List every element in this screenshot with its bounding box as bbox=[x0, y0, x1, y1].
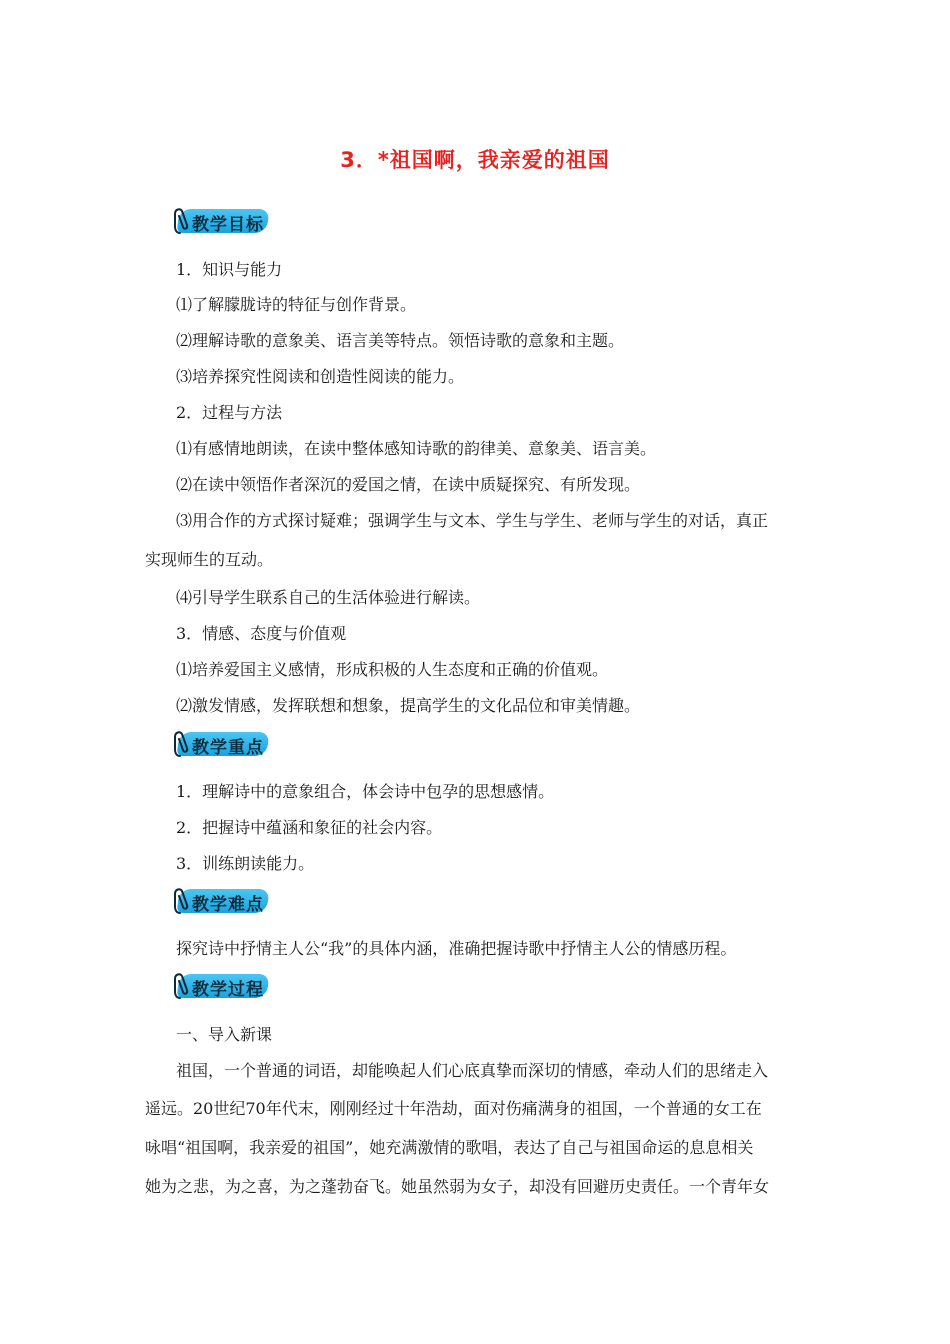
paperclip-icon bbox=[172, 729, 194, 759]
process-paragraph-line: 祖国，一个普通的词语，却能唤起人们心底真挚而深切的情感，牵动人们的思绪走入 bbox=[176, 1061, 769, 1080]
focus-item: 2．把握诗中蕴涵和象征的社会内容。 bbox=[176, 818, 443, 837]
goal-item: ⑴培养爱国主义感情，形成积极的人生态度和正确的价值观。 bbox=[176, 660, 609, 679]
page-title: 3．*祖国啊，我亲爱的祖国 bbox=[340, 148, 610, 172]
goal-item: ⑵理解诗歌的意象美、语言美等特点。领悟诗歌的意象和主题。 bbox=[176, 331, 625, 350]
goal-item-continued: 实现师生的互动。 bbox=[145, 550, 274, 569]
section-tag-difficulty bbox=[172, 886, 272, 916]
section-tag-label: 教学难点 bbox=[192, 895, 264, 915]
paperclip-icon bbox=[172, 206, 194, 236]
goal-heading-3: 3．情感、态度与价值观 bbox=[176, 624, 347, 643]
goal-item: ⑷引导学生联系自己的生活体验进行解读。 bbox=[176, 588, 481, 607]
goal-item: ⑵在读中领悟作者深沉的爱国之情，在读中质疑探究、有所发现。 bbox=[176, 475, 641, 494]
goal-item: ⑶用合作的方式探讨疑难；强调学生与文本、学生与学生、老师与学生的对话，真正 bbox=[176, 511, 769, 530]
process-paragraph-line: 咏唱“祖国啊，我亲爱的祖国”，她充满激情的歌唱，表达了自己与祖国命运的息息相关 bbox=[145, 1138, 754, 1157]
paperclip-icon bbox=[172, 886, 194, 916]
section-tag-label: 教学重点 bbox=[192, 738, 264, 758]
section-tag-label: 教学过程 bbox=[192, 980, 264, 1000]
goal-item: ⑴了解朦胧诗的特征与创作背景。 bbox=[176, 295, 417, 314]
goal-heading-1: 1．知识与能力 bbox=[176, 260, 283, 279]
difficulty-text: 探究诗中抒情主人公“我”的具体内涵，准确把握诗歌中抒情主人公的情感历程。 bbox=[176, 939, 737, 958]
goal-item: ⑶培养探究性阅读和创造性阅读的能力。 bbox=[176, 367, 465, 386]
section-tag-goals bbox=[172, 206, 272, 236]
process-paragraph-line: 她为之悲，为之喜，为之蓬勃奋飞。她虽然弱为女子，却没有回避历史责任。一个青年女 bbox=[145, 1177, 770, 1196]
focus-item: 3．训练朗读能力。 bbox=[176, 854, 315, 873]
section-tag-process bbox=[172, 971, 272, 1001]
focus-item: 1．理解诗中的意象组合，体会诗中包孕的思想感情。 bbox=[176, 782, 555, 801]
section-tag-focus bbox=[172, 729, 272, 759]
goal-heading-2: 2．过程与方法 bbox=[176, 403, 283, 422]
process-paragraph-line: 遥远。20世纪70年代末，刚刚经过十年浩劫，面对伤痛满身的祖国，一个普通的女工在 bbox=[145, 1099, 762, 1118]
paperclip-icon bbox=[172, 971, 194, 1001]
goal-item: ⑴有感情地朗读，在读中整体感知诗歌的韵律美、意象美、语言美。 bbox=[176, 439, 657, 458]
section-tag-label: 教学目标 bbox=[192, 215, 264, 235]
process-step-heading: 一、导入新课 bbox=[176, 1025, 273, 1044]
goal-item: ⑵激发情感，发挥联想和想象，提高学生的文化品位和审美情趣。 bbox=[176, 696, 641, 715]
